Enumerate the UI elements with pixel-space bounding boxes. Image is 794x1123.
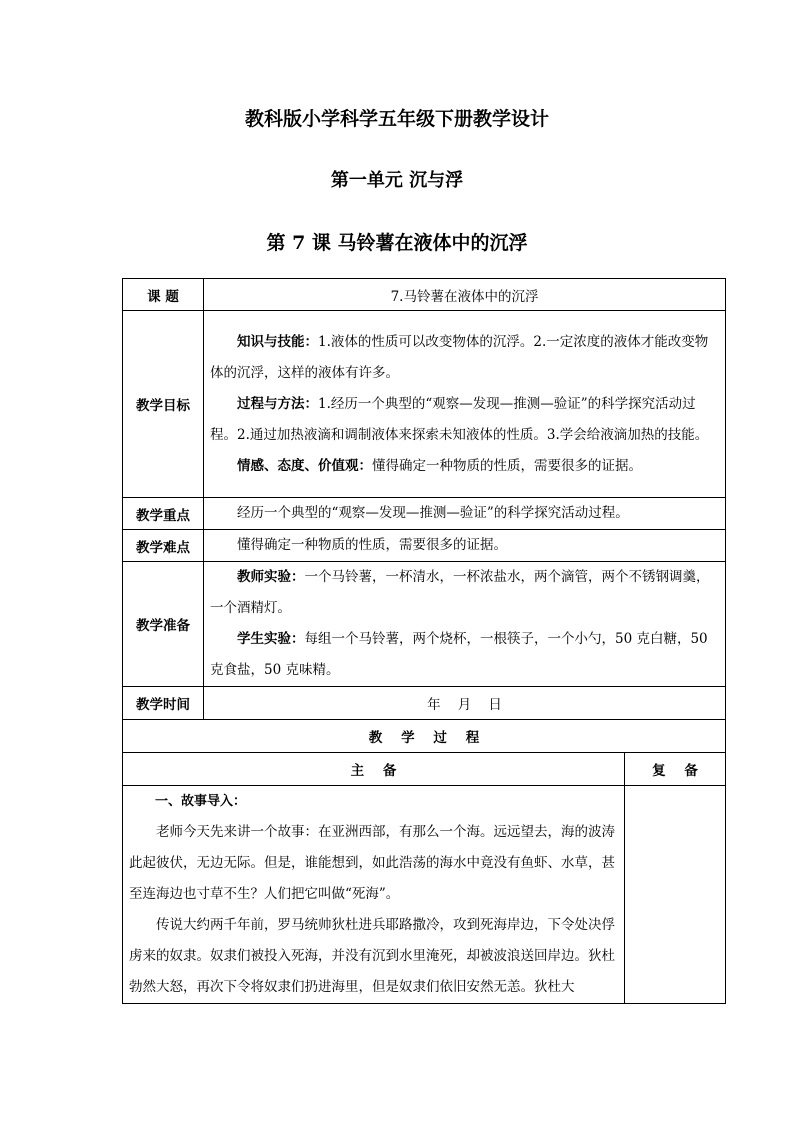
process-paragraph: 老师今天先来讲一个故事：在亚洲西部，有那么一个海。远远望去，海的波涛此起彼伏，无边无际。但是，谁能想到，如此浩荡的海水中竟没有鱼虾、水草，甚至连海边也寸草不生？人们把它叫做“死海”。 [129, 824, 615, 902]
topic-value: 7.马铃薯在液体中的沉浮 [204, 279, 726, 311]
prep-row [123, 562, 726, 687]
lesson-title: 第 7 课 马铃薯在液体中的沉浮 [266, 232, 528, 254]
key-label: 教学重点 [123, 498, 204, 530]
goals-content [204, 311, 726, 498]
time-label: 教学时间 [123, 687, 204, 720]
main-prep-label: 主 备 [123, 753, 625, 786]
lesson-plan-table [122, 278, 726, 1004]
unit-title: 第一单元 沉与浮 [330, 170, 464, 191]
prep-teacher: 教师实验：一个马铃薯，一杯清水，一杯浓盐水，两个滴管，两个不锈钢调羹，一个酒精灯。 [210, 569, 710, 616]
columns-header-row [123, 753, 726, 786]
topic-label: 课 题 [123, 279, 204, 311]
process-header-row [123, 720, 726, 753]
goal-process: 过程与方法：1.经历一个典型的“观察—发现—推测—验证”的科学探究活动过程。2.通过加热液滴和调制液体来探索未知液体的性质。3.学会给液滴加热的技能。 [210, 395, 709, 443]
process-label: 教 学 过 程 [123, 720, 726, 753]
key-row [123, 498, 726, 530]
prep-student: 学生实验：每组一个马铃薯，两个烧杯，一根筷子，一个小勺，50 克白糖，50 克食盐，50 克味精。 [210, 631, 708, 678]
goal-attitude: 情感、态度、价值观：懂得确定一种物质的性质，需要很多的证据。 [237, 457, 642, 474]
review-prep-label: 复 备 [625, 753, 726, 786]
process-row [123, 786, 726, 1004]
time-row [123, 687, 726, 720]
topic-row [123, 279, 726, 311]
process-paragraph: 传说大约两千年前，罗马统帅狄杜进兵耶路撒冷，攻到死海岸边，下令处决俘虏来的奴隶。奴隶们被投入死海，并没有沉到水里淹死，却被波浪送回岸边。狄杜勃然大怒，再次下令将奴隶们扔进海里，但是奴隶们依旧安然无恙。狄杜大 [129, 917, 615, 995]
review-content [625, 786, 726, 1004]
key-value: 经历一个典型的“观察—发现—推测—验证”的科学探究活动过程。 [204, 498, 726, 530]
difficult-row [123, 530, 726, 562]
goal-knowledge: 知识与技能：1.液体的性质可以改变物体的沉浮。2.一定浓度的液体才能改变物体的沉浮，这样的液体有许多。 [210, 333, 709, 381]
goals-label: 教学目标 [123, 311, 204, 498]
process-heading: 一、故事导入： [155, 794, 247, 809]
document-title: 教科版小学科学五年级下册教学设计 [244, 108, 549, 130]
time-value: 年 月 日 [204, 687, 726, 720]
difficult-value: 懂得确定一种物质的性质，需要很多的证据。 [204, 530, 726, 562]
goals-row [123, 311, 726, 498]
prep-content [204, 562, 726, 687]
prep-label: 教学准备 [123, 562, 204, 687]
process-content [123, 786, 625, 1004]
difficult-label: 教学难点 [123, 530, 204, 562]
